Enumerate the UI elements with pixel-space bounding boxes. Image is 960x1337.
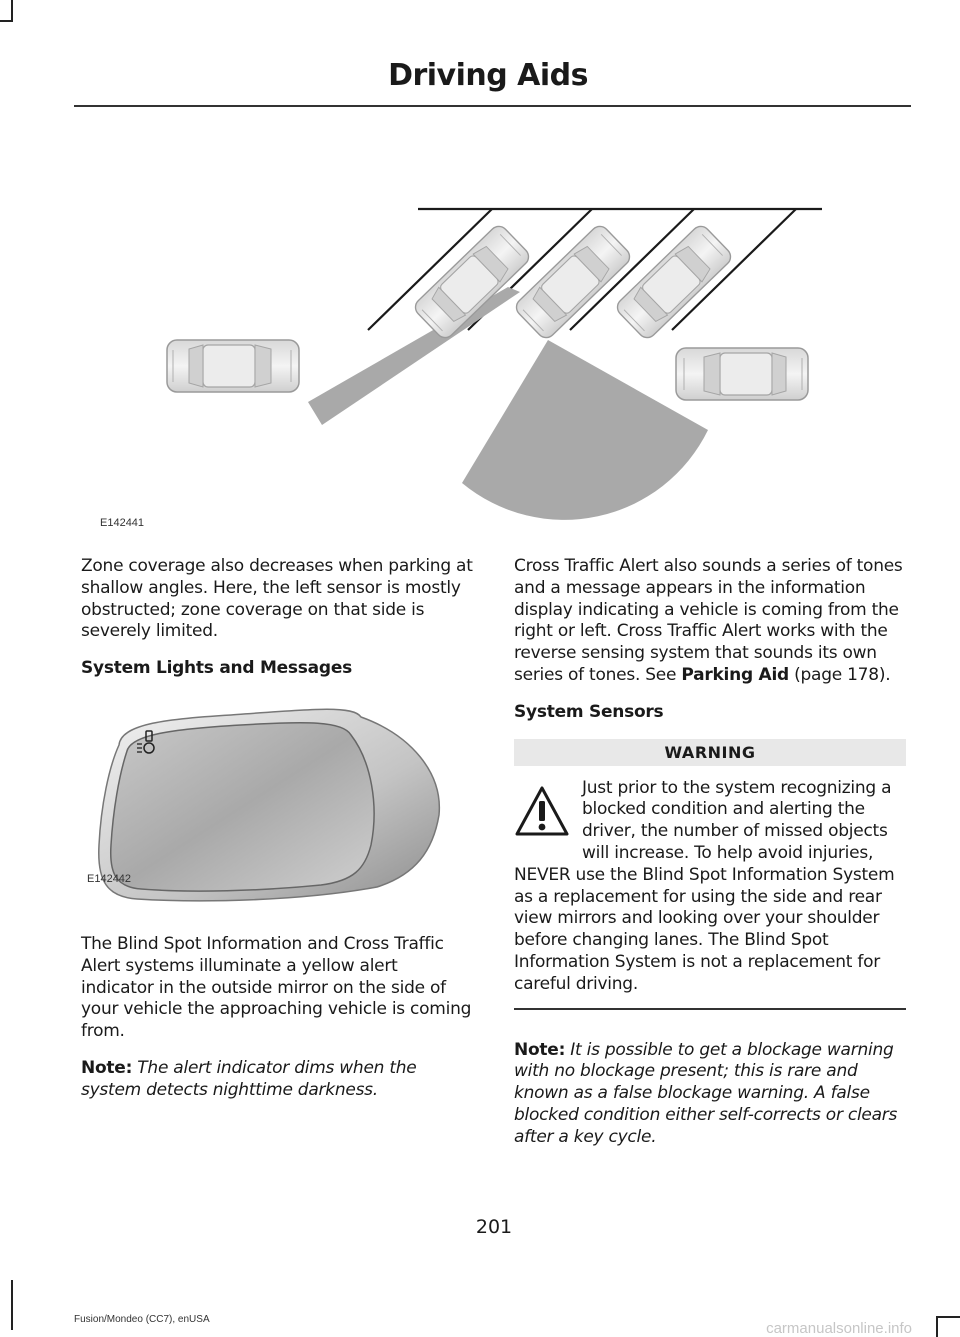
page-title: Driving Aids: [388, 58, 588, 93]
mirror-figure: [81, 695, 473, 910]
crop-mark: [11, 1280, 13, 1330]
warning-box: [514, 778, 906, 996]
section-heading-sensors: System Sensors: [514, 701, 664, 722]
document-id: Fusion/Mondeo (CC7), enUSA: [74, 1314, 210, 1325]
note-text: The alert indicator dims when the system detects nighttime darkness.: [81, 1057, 417, 1100]
warning-text: Just prior to the system recognizing a blocked condition and alerting the driver, the number of missed objects will increase. To help avoid injuries, NEVER use the Blind Spot Information System as a replacement for using the side and rear view mirrors and looking over your shoulder before changing lanes. The Blind Spot Information System is not a replacement for careful driving.: [514, 777, 895, 994]
crop-mark: [11, 0, 13, 22]
note-text: It is possible to get a blockage warning with no blockage present; this is rare and known as a false blockage warning. A false blocked condition either self-corrects or clears after a key cycle.: [514, 1039, 898, 1147]
parking-aid-reference: Parking Aid: [681, 664, 789, 685]
crop-mark: [0, 20, 13, 22]
warning-triangle-icon: [514, 784, 570, 840]
note-nighttime: [81, 1058, 473, 1102]
warning-rule: [514, 1008, 906, 1010]
right-column: [514, 556, 906, 1164]
alert-indicator-paragraph: The Blind Spot Information and Cross Traffic Alert systems illuminate a yellow alert indicator in the outside mirror on the side of your vehicle the approaching vehicle is coming from.: [81, 933, 472, 1042]
crop-mark: [936, 1316, 960, 1318]
page-number: 201: [475, 1216, 513, 1238]
watermark: carmanualsonline.info: [766, 1320, 912, 1337]
cross-traffic-paragraph: [514, 556, 906, 687]
angled-parking-diagram: [160, 200, 840, 540]
crop-mark: [936, 1316, 938, 1337]
header-rule: [74, 105, 911, 107]
section-heading-lights: System Lights and Messages: [81, 658, 352, 679]
left-column: [81, 556, 473, 1117]
note-label: Note:: [514, 1039, 566, 1060]
warning-header: WARNING: [514, 739, 906, 766]
cross-traffic-text: Cross Traffic Alert also sounds a series of tones and a message appears in the information display indicating a vehicle is coming from the right or left. Cross Traffic Alert works with the reverse sensing system that sounds its own series of tones. See: [514, 556, 903, 685]
zone-coverage-paragraph: Zone coverage also decreases when parking at shallow angles. Here, the left sensor is mostly obstructed; zone coverage on that side is severely limited.: [81, 556, 473, 642]
side-mirror-illustration: [81, 695, 473, 910]
note-false-blockage: [514, 1040, 906, 1149]
figure-id: E142441: [100, 517, 145, 529]
figure-id: E142442: [87, 872, 132, 885]
note-label: Note:: [81, 1057, 133, 1078]
page-reference: (page 178).: [788, 664, 891, 685]
